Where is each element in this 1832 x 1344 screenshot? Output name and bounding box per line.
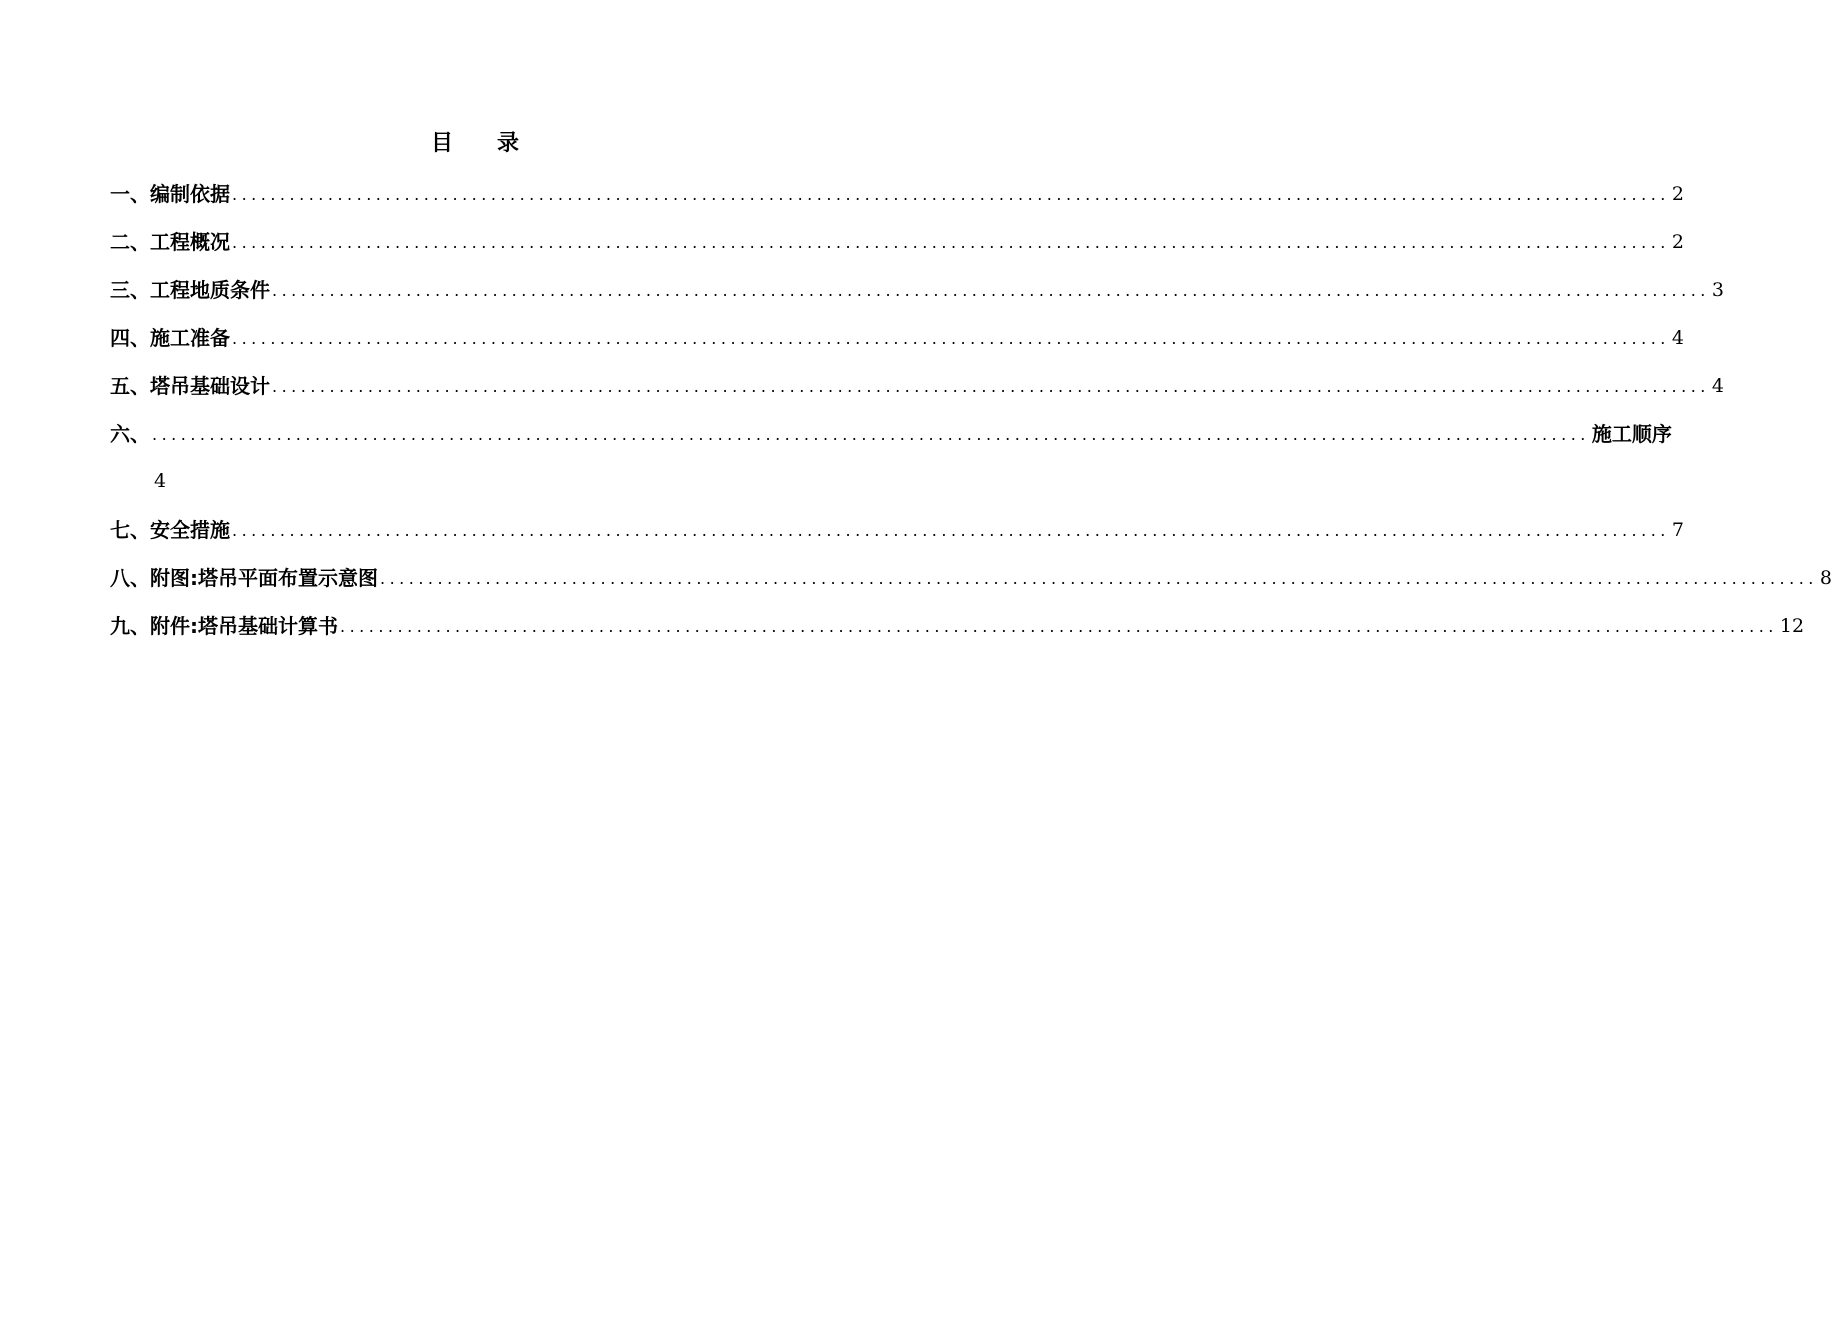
toc-leader-dots: ...................................................................................................................................................... — [232, 329, 1670, 348]
toc-leader-dots: ...................................................................................................................................................... — [232, 185, 1670, 204]
toc-entry-5[interactable] — [110, 360, 1724, 408]
toc-leader-dots: ...................................................................................................................................................... — [232, 233, 1670, 252]
toc-entry-2[interactable] — [110, 216, 1684, 264]
toc-entry-7[interactable] — [110, 504, 1684, 552]
toc-leader-dots: ...................................................................................................................................................... — [232, 521, 1670, 540]
toc-entry-label: 四、施工准备 — [110, 326, 230, 350]
toc-entry-page: 4 — [1671, 327, 1684, 349]
toc-entry-9[interactable] — [110, 600, 1805, 648]
toc-entry-page: 2 — [1671, 231, 1684, 253]
toc-leader-dots: ...................................................................................................................................................... — [380, 569, 1818, 588]
toc-leader-dots: ...................................................................................................................................................... — [272, 281, 1710, 300]
toc-entry-label: 一、编制依据 — [110, 182, 230, 206]
toc-entry-label: 三、工程地质条件 — [110, 278, 270, 302]
toc-entry-page: 4 — [154, 470, 167, 492]
toc-entry-label: 七、安全措施 — [110, 518, 230, 542]
toc-entry-label: 六、 — [110, 422, 150, 446]
toc-leader-dots: ...................................................................................................................................................... — [272, 377, 1710, 396]
toc-entry-page: 3 — [1711, 279, 1724, 301]
toc-entry-page: 12 — [1779, 615, 1805, 637]
toc-entry-6-page-line — [110, 456, 858, 504]
toc-entry-1[interactable] — [110, 168, 1684, 216]
toc-entry-4[interactable] — [110, 312, 1684, 360]
toc-entry-page: 2 — [1671, 183, 1684, 205]
toc-entry-label-tail: 施工顺序 — [1591, 422, 1672, 446]
toc-entry-page: 8 — [1819, 567, 1832, 589]
toc-entry-3[interactable] — [110, 264, 1724, 312]
toc-entry-label: 五、塔吊基础设计 — [110, 374, 270, 398]
toc-entry-label: 二、工程概况 — [110, 230, 230, 254]
toc-leader-dots: ...................................................................................................................................................... — [340, 617, 1778, 636]
toc-leader-dots: ...................................................................................................................................................... — [152, 425, 1590, 444]
toc-entry-6[interactable] — [110, 408, 1672, 456]
toc-entry-page: 4 — [1711, 375, 1724, 397]
toc-entry-label: 九、附件:塔吊基础计算书 — [110, 614, 338, 638]
toc-entry-page: 7 — [1671, 519, 1684, 541]
toc-entry-8[interactable] — [110, 552, 1832, 600]
toc-title: 目 录 — [430, 131, 519, 156]
toc-list — [110, 168, 1832, 648]
toc-entry-label: 八、附图:塔吊平面布置示意图 — [110, 566, 378, 590]
